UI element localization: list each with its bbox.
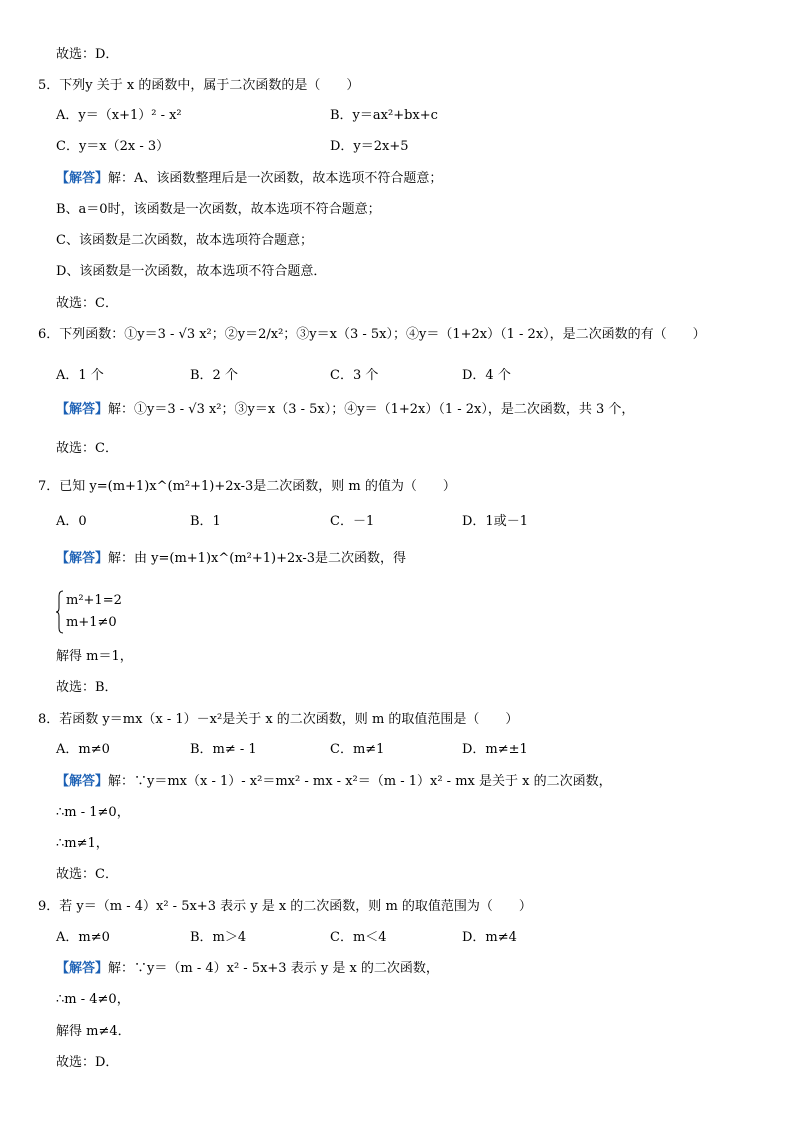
q9-option-d: D．m≠4	[462, 930, 517, 945]
q7-option-d: D．1或－1	[462, 514, 528, 529]
q8-option-c: C．m≠1	[330, 742, 385, 757]
q6-s1: 解：①y＝3 - √3 x²；③y＝x（3 - 5x）；④y＝（1+2x）（1 - 2x），是二次函数，共 3 个，	[108, 402, 635, 417]
q7-s1: 解：由 y=(m+1)x^(m²+1)+2x-3是二次函数，得	[108, 551, 407, 566]
q7-answer: 故选：B．	[56, 680, 118, 695]
q8-option-b: B．m≠ - 1	[190, 742, 257, 757]
q9-answer: 故选：D．	[56, 1055, 119, 1070]
q8-answer: 故选：C．	[56, 867, 118, 882]
q6-option-c: C．3 个	[330, 368, 379, 383]
solution-label: 【解答】	[56, 961, 109, 976]
q8-stem: 8．若函数 y＝mx（x - 1）－x²是关于 x 的二次函数，则 m 的取值范围是（ ）	[38, 712, 519, 727]
solution-label: 【解答】	[56, 774, 109, 789]
q7-solution-line-1	[56, 550, 406, 568]
solution-label: 【解答】	[56, 551, 109, 566]
q8-solution-line-2: ∴m - 1≠0，	[56, 805, 130, 820]
q9-stem: 9．若 y＝（m - 4）x² - 5x+3 表示 y 是 x 的二次函数，则 m 的取值范围为（ ）	[38, 899, 532, 914]
q5-solution-line-3: C、该函数是二次函数，故本选项符合题意；	[56, 233, 313, 248]
q6-option-d: D．4 个	[462, 368, 511, 383]
solution-label: 【解答】	[56, 402, 109, 417]
q9-solution-line-3: 解得 m≠4．	[56, 1024, 131, 1039]
q7-option-b: B．1	[190, 514, 221, 529]
q6-option-b: B．2 个	[190, 368, 238, 383]
q5-s1: 解：A、该函数整理后是一次函数，故本选项不符合题意；	[108, 171, 443, 186]
q9-s1: 解：∵y＝（m - 4）x² - 5x+3 表示 y 是 x 的二次函数，	[108, 961, 439, 976]
q5-solution-line-4: D、该函数是一次函数，故本选项不符合题意．	[56, 264, 327, 279]
system-brace	[56, 590, 64, 634]
q5-solution-line-1	[56, 170, 442, 188]
q5-option-c: C．y＝x（2x - 3）	[56, 139, 170, 154]
q8-solution-line-3: ∴m≠1，	[56, 836, 109, 851]
q8-option-a: A．m≠0	[56, 742, 110, 757]
q7-option-a: A．0	[56, 514, 87, 529]
solution-label: 【解答】	[56, 171, 109, 186]
q9-option-a: A．m≠0	[56, 930, 110, 945]
q9-option-c: C．m＜4	[330, 930, 387, 945]
q5-option-b: B．y＝ax²+bx+c	[330, 108, 438, 123]
q6-stem: 6．下列函数：①y＝3 - √3 x²；②y＝2/x²；③y＝x（3 - 5x）；④y＝（1+2x）（1 - 2x），是二次函数的有（ ）	[38, 327, 706, 342]
q7-solution-line-2: 解得 m＝1，	[56, 649, 133, 664]
q9-solution-line-2: ∴m - 4≠0，	[56, 992, 130, 1007]
q8-option-d: D．m≠±1	[462, 742, 528, 757]
q5-answer: 故选：C．	[56, 296, 118, 311]
q8-s1: 解：∵y＝mx（x - 1）- x²＝mx² - mx - x²＝（m - 1）x² - mx 是关于 x 的二次函数，	[108, 774, 612, 789]
q6-solution-line-1	[56, 401, 634, 419]
q7-system-eq-1: m²+1=2	[66, 593, 122, 608]
q6-answer: 故选：C．	[56, 441, 118, 456]
q5-solution-line-2: B、a＝0时，该函数是一次函数，故本选项不符合题意；	[56, 202, 381, 217]
q8-solution-line-1	[56, 773, 612, 791]
q7-stem: 7．已知 y=(m+1)x^(m²+1)+2x-3是二次函数，则 m 的值为（ ）	[38, 479, 456, 494]
q5-option-a: A．y＝（x+1）² - x²	[56, 108, 182, 123]
prev-answer: 故选：D．	[56, 47, 119, 62]
q6-option-a: A．1 个	[56, 368, 104, 383]
q7-option-c: C．－1	[330, 514, 375, 529]
q9-option-b: B．m＞4	[190, 930, 247, 945]
q9-solution-line-1	[56, 960, 439, 978]
q5-option-d: D．y＝2x+5	[330, 139, 409, 154]
q7-system-eq-2: m+1≠0	[66, 615, 117, 630]
q5-stem: 5．下列y 关于 x 的函数中，属于二次函数的是（ ）	[38, 78, 360, 93]
